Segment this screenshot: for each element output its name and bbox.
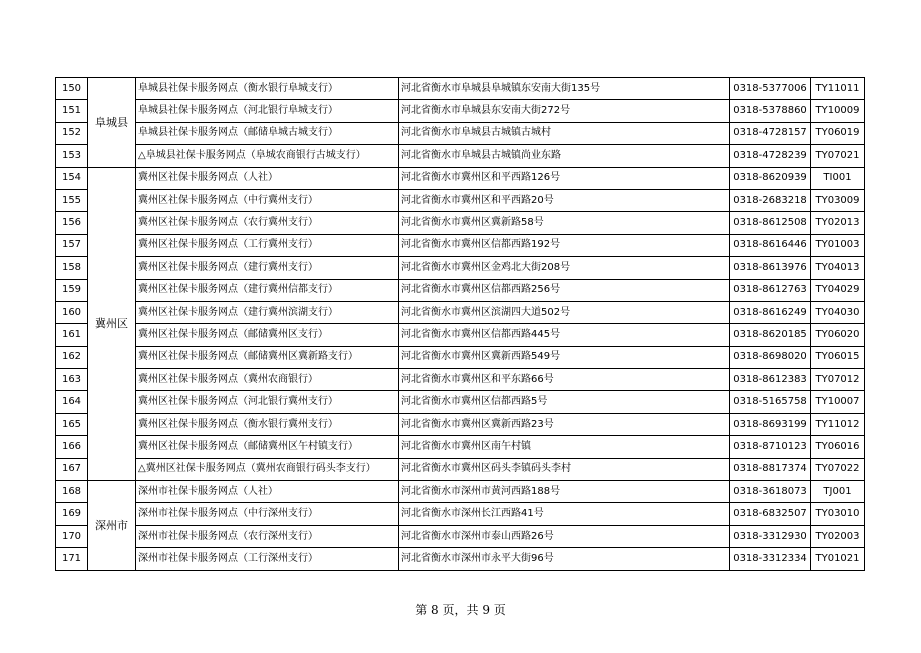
service-point-address: 河北省衡水市深州市永平大街96号: [399, 548, 730, 570]
service-point-address: 河北省衡水市冀州区信都西路445号: [399, 324, 730, 346]
service-point-address: 河北省衡水市冀州区滨湖四大道502号: [399, 301, 730, 323]
row-number: 165: [56, 413, 88, 435]
service-point-name: 冀州区社保卡服务网点（农行冀州支行）: [136, 212, 399, 234]
service-point-address: 河北省衡水市阜城县古城镇古城村: [399, 122, 730, 144]
table-row: [56, 525, 865, 547]
service-point-address: 河北省衡水市冀州区和平西路126号: [399, 167, 730, 189]
county-cell: 阜城县: [88, 78, 136, 168]
table-row: [56, 481, 865, 503]
service-point-address: 河北省衡水市阜城县东安南大街272号: [399, 100, 730, 122]
service-point-address: 河北省衡水市深州长江西路41号: [399, 503, 730, 525]
table-row: [56, 122, 865, 144]
phone-number: 0318-6832507: [730, 503, 811, 525]
page-footer: 第 8 页，共 9 页: [415, 603, 506, 617]
row-number: 150: [56, 78, 88, 100]
service-point-name: 冀州区社保卡服务网点（衡水银行冀州支行）: [136, 413, 399, 435]
service-point-address: 河北省衡水市冀州区信都西路192号: [399, 234, 730, 256]
phone-number: 0318-3312930: [730, 525, 811, 547]
phone-number: 0318-4728157: [730, 122, 811, 144]
point-code: TY02013: [811, 212, 865, 234]
row-number: 161: [56, 324, 88, 346]
table-row: [56, 212, 865, 234]
row-number: 155: [56, 189, 88, 211]
service-point-name: 冀州区社保卡服务网点（河北银行冀州支行）: [136, 391, 399, 413]
point-code: TY11012: [811, 413, 865, 435]
point-code: TY10007: [811, 391, 865, 413]
row-number: 154: [56, 167, 88, 189]
service-point-address: 河北省衡水市冀州区金鸡北大街208号: [399, 257, 730, 279]
table-row: [56, 189, 865, 211]
point-code: TY04013: [811, 257, 865, 279]
point-code: TY06020: [811, 324, 865, 346]
point-code: TY01021: [811, 548, 865, 570]
phone-number: 0318-8612383: [730, 369, 811, 391]
point-code: TY07022: [811, 458, 865, 480]
service-point-name: 阜城县社保卡服务网点（邮储阜城古城支行）: [136, 122, 399, 144]
row-number: 153: [56, 145, 88, 167]
point-code: TI001: [811, 167, 865, 189]
point-code: TY06016: [811, 436, 865, 458]
county-cell: 深州市: [88, 481, 136, 571]
point-code: TY04029: [811, 279, 865, 301]
table-row: [56, 301, 865, 323]
service-point-name: 深州市社保卡服务网点（中行深州支行）: [136, 503, 399, 525]
service-point-name: 冀州区社保卡服务网点（人社）: [136, 167, 399, 189]
phone-number: 0318-5377006: [730, 78, 811, 100]
service-point-name: 冀州区社保卡服务网点（建行冀州滨湖支行）: [136, 301, 399, 323]
point-code: TY06019: [811, 122, 865, 144]
service-point-address: 河北省衡水市冀州区和平东路66号: [399, 369, 730, 391]
table-body: [56, 78, 865, 571]
service-point-address: 河北省衡水市冀州区码头李镇码头李村: [399, 458, 730, 480]
row-number: 168: [56, 481, 88, 503]
table-row: [56, 78, 865, 100]
row-number: 158: [56, 257, 88, 279]
table-row: [56, 234, 865, 256]
row-number: 170: [56, 525, 88, 547]
table-row: [56, 503, 865, 525]
phone-number: 0318-5165758: [730, 391, 811, 413]
row-number: 166: [56, 436, 88, 458]
phone-number: 0318-4728239: [730, 145, 811, 167]
table-row: [56, 369, 865, 391]
phone-number: 0318-8817374: [730, 458, 811, 480]
service-point-name: 冀州区社保卡服务网点（建行冀州支行）: [136, 257, 399, 279]
point-code: TY07012: [811, 369, 865, 391]
phone-number: 0318-8710123: [730, 436, 811, 458]
point-code: TY07021: [811, 145, 865, 167]
service-point-address: 河北省衡水市冀州区冀新路58号: [399, 212, 730, 234]
service-point-name: 阜城县社保卡服务网点（衡水银行阜城支行）: [136, 78, 399, 100]
service-point-name: 冀州区社保卡服务网点（中行冀州支行）: [136, 189, 399, 211]
service-point-address: 河北省衡水市冀州区信都西路256号: [399, 279, 730, 301]
service-points-table: [55, 77, 865, 571]
service-point-address: 河北省衡水市冀州区和平西路20号: [399, 189, 730, 211]
point-code: TY02003: [811, 525, 865, 547]
table-row: [56, 145, 865, 167]
phone-number: 0318-8620939: [730, 167, 811, 189]
row-number: 159: [56, 279, 88, 301]
table-row: [56, 167, 865, 189]
row-number: 151: [56, 100, 88, 122]
service-point-address: 河北省衡水市冀州区冀新西路549号: [399, 346, 730, 368]
service-point-address: 河北省衡水市冀州区冀新西路23号: [399, 413, 730, 435]
point-code: TY06015: [811, 346, 865, 368]
point-code: TY11011: [811, 78, 865, 100]
phone-number: 0318-8612508: [730, 212, 811, 234]
service-point-address: 河北省衡水市深州市黄河西路188号: [399, 481, 730, 503]
service-point-name: 冀州区社保卡服务网点（工行冀州支行）: [136, 234, 399, 256]
point-code: TJ001: [811, 481, 865, 503]
phone-number: 0318-8612763: [730, 279, 811, 301]
phone-number: 0318-2683218: [730, 189, 811, 211]
phone-number: 0318-3312334: [730, 548, 811, 570]
row-number: 167: [56, 458, 88, 480]
phone-number: 0318-8613976: [730, 257, 811, 279]
row-number: 160: [56, 301, 88, 323]
table-row: [56, 458, 865, 480]
phone-number: 0318-5378860: [730, 100, 811, 122]
service-point-name: 深州市社保卡服务网点（农行深州支行）: [136, 525, 399, 547]
row-number: 164: [56, 391, 88, 413]
row-number: 157: [56, 234, 88, 256]
service-point-address: 河北省衡水市冀州区南午村镇: [399, 436, 730, 458]
service-point-name: 阜城县社保卡服务网点（河北银行阜城支行）: [136, 100, 399, 122]
service-point-name: 冀州区社保卡服务网点（冀州农商银行）: [136, 369, 399, 391]
service-point-name: 冀州区社保卡服务网点（建行冀州信都支行）: [136, 279, 399, 301]
county-cell: 冀州区: [88, 167, 136, 480]
service-point-name: 深州市社保卡服务网点（人社）: [136, 481, 399, 503]
table-row: [56, 548, 865, 570]
table-row: [56, 413, 865, 435]
service-point-name: 冀州区社保卡服务网点（邮储冀州区午村镇支行）: [136, 436, 399, 458]
row-number: 156: [56, 212, 88, 234]
table-row: [56, 324, 865, 346]
point-code: TY04030: [811, 301, 865, 323]
service-point-address: 河北省衡水市阜城县阜城镇东安南大街135号: [399, 78, 730, 100]
table-row: [56, 391, 865, 413]
row-number: 163: [56, 369, 88, 391]
row-number: 152: [56, 122, 88, 144]
phone-number: 0318-8616249: [730, 301, 811, 323]
point-code: TY03010: [811, 503, 865, 525]
table-row: [56, 346, 865, 368]
table-row: [56, 257, 865, 279]
table-row: [56, 279, 865, 301]
point-code: TY10009: [811, 100, 865, 122]
service-point-name: △阜城县社保卡服务网点（阜城农商银行古城支行）: [136, 145, 399, 167]
service-point-name: 深州市社保卡服务网点（工行深州支行）: [136, 548, 399, 570]
point-code: TY03009: [811, 189, 865, 211]
phone-number: 0318-8693199: [730, 413, 811, 435]
phone-number: 0318-8620185: [730, 324, 811, 346]
service-point-address: 河北省衡水市阜城县古城镇尚业东路: [399, 145, 730, 167]
service-point-name: 冀州区社保卡服务网点（邮储冀州区支行）: [136, 324, 399, 346]
service-point-name: 冀州区社保卡服务网点（邮储冀州区冀新路支行）: [136, 346, 399, 368]
service-point-address: 河北省衡水市冀州区信都西路5号: [399, 391, 730, 413]
point-code: TY01003: [811, 234, 865, 256]
table-row: [56, 436, 865, 458]
table-row: [56, 100, 865, 122]
service-point-address: 河北省衡水市深州市泰山西路26号: [399, 525, 730, 547]
phone-number: 0318-8616446: [730, 234, 811, 256]
row-number: 171: [56, 548, 88, 570]
phone-number: 0318-8698020: [730, 346, 811, 368]
row-number: 162: [56, 346, 88, 368]
row-number: 169: [56, 503, 88, 525]
phone-number: 0318-3618073: [730, 481, 811, 503]
service-point-name: △冀州区社保卡服务网点（冀州农商银行码头李支行）: [136, 458, 399, 480]
